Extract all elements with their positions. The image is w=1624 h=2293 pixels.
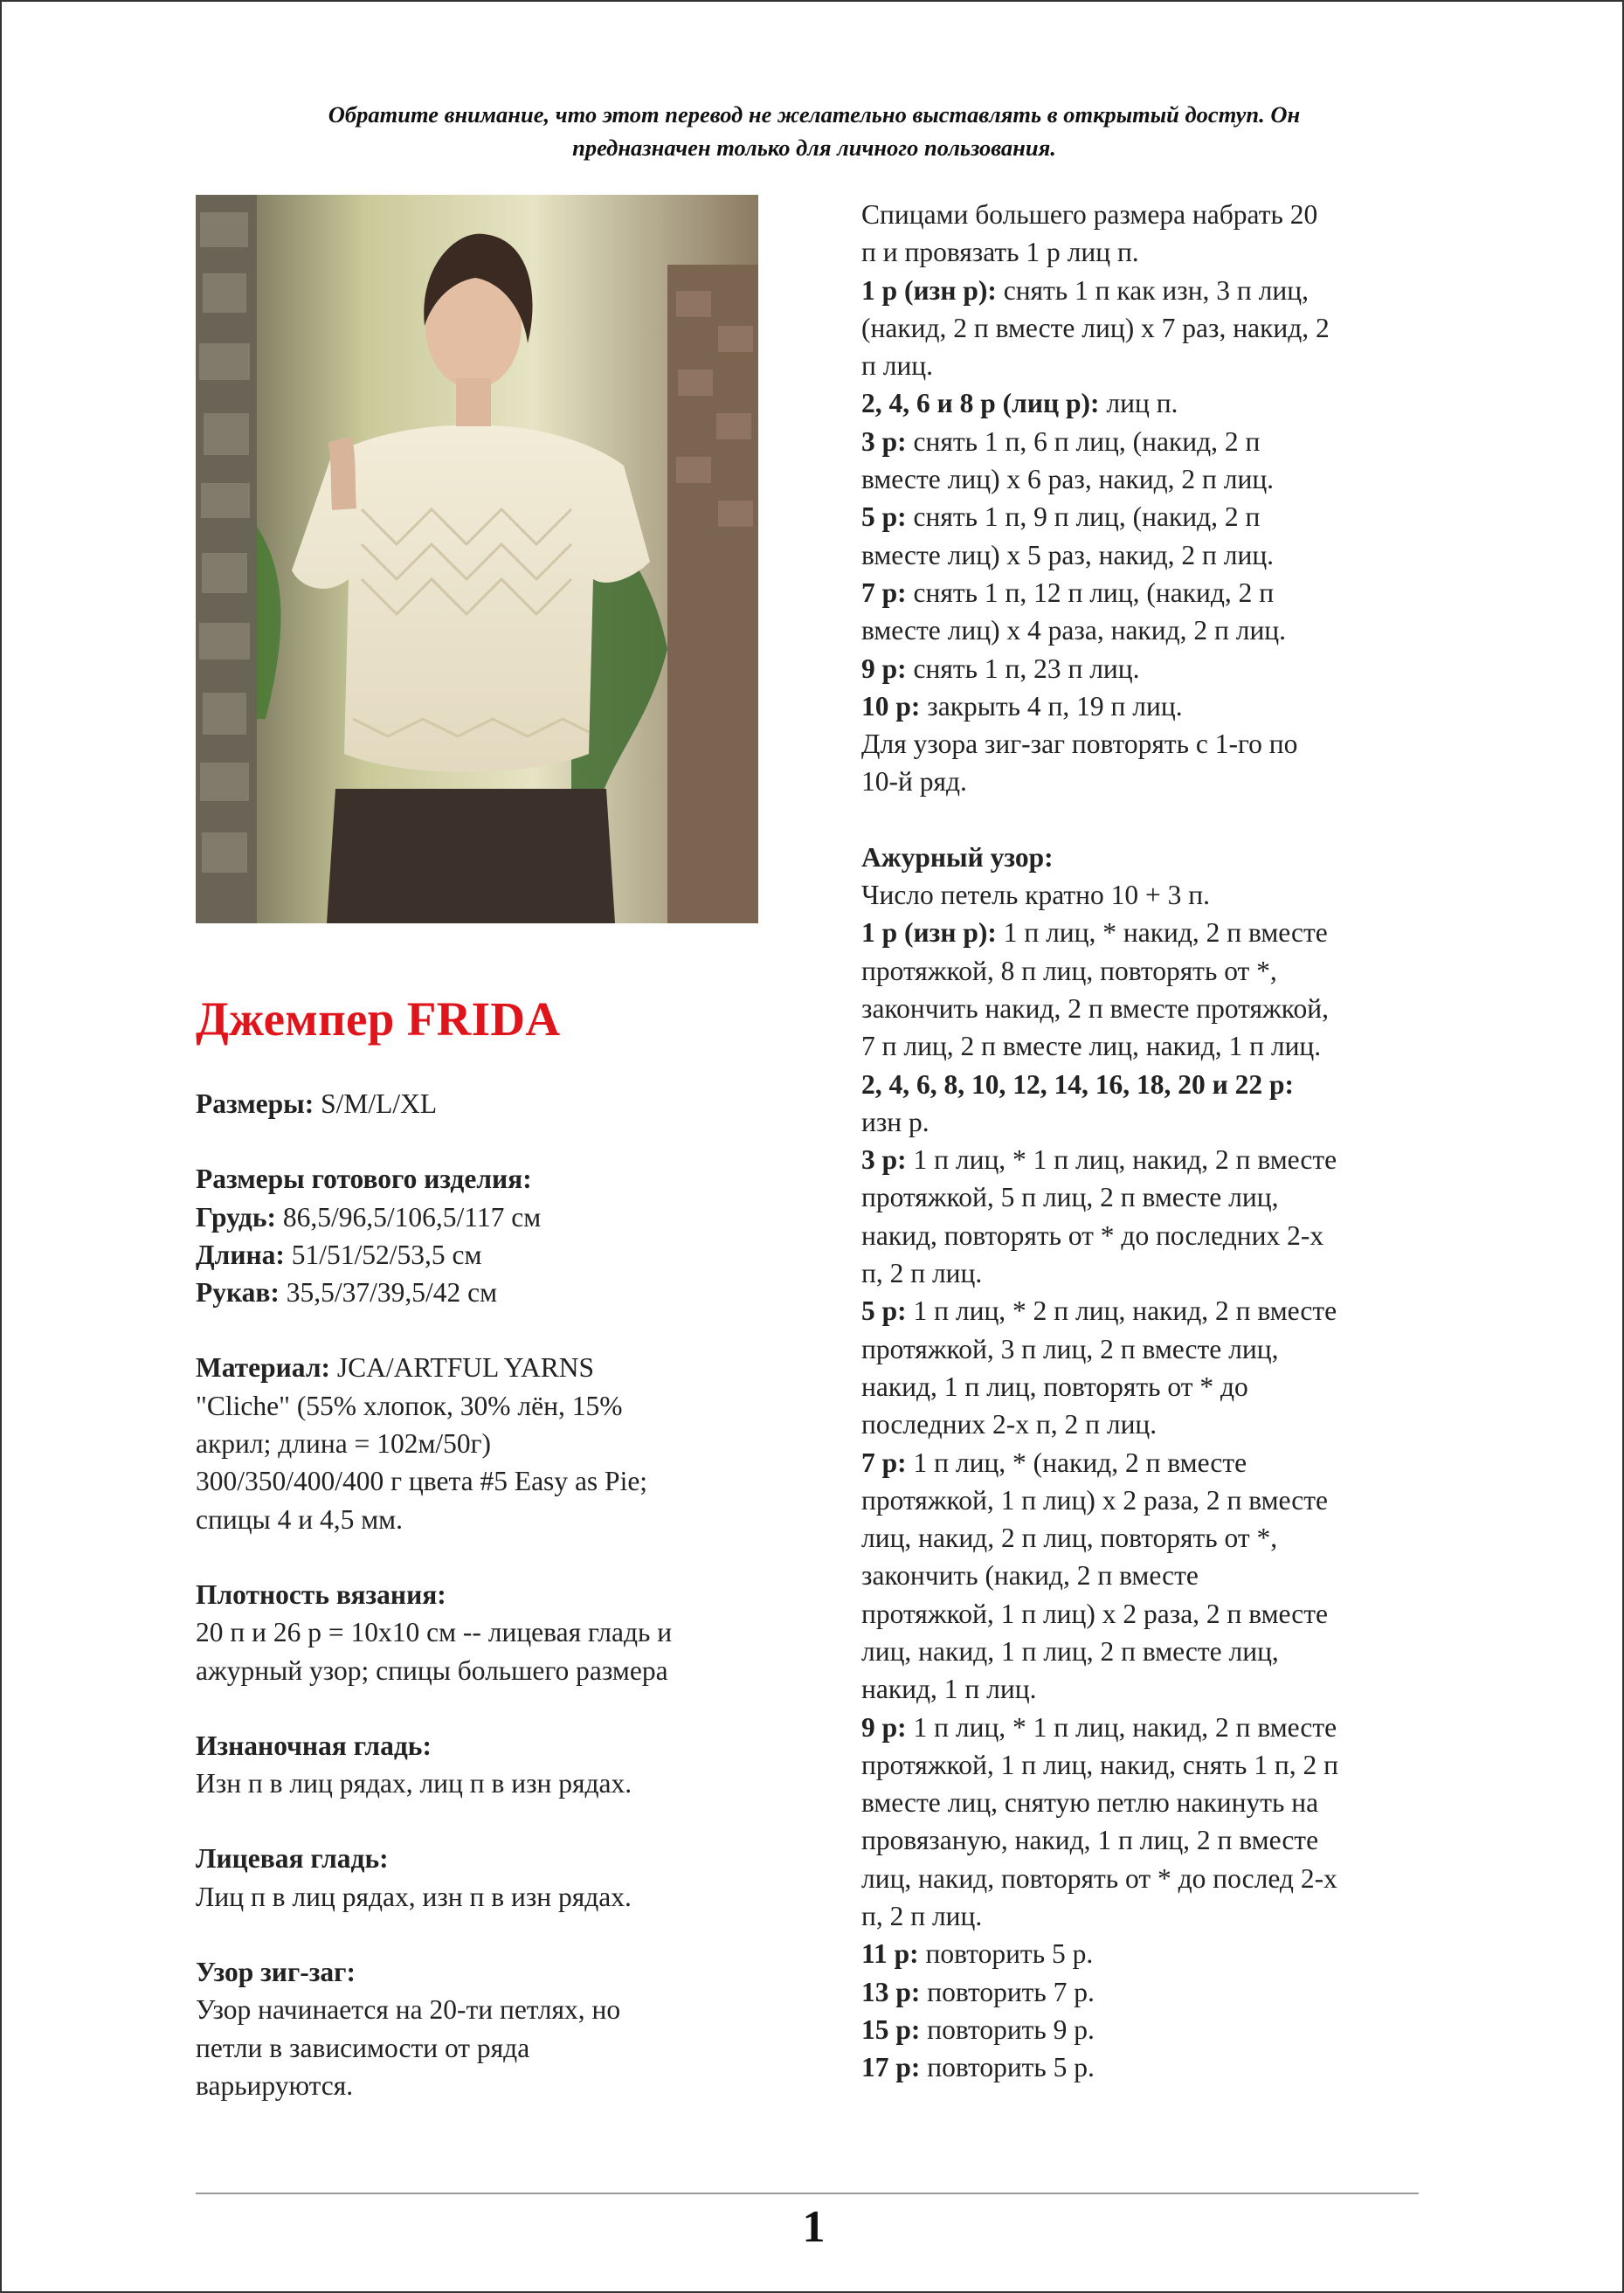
row-text: 1 п лиц, * 1 п лиц, накид, 2 п вместе	[906, 1144, 1337, 1176]
row-label: 1 р (изн р):	[861, 917, 997, 949]
row-text: 1 п лиц, * (накид, 2 п вместе	[906, 1447, 1247, 1478]
row-label: 13 р:	[861, 1976, 921, 2007]
stockinette-heading: Лицевая гладь:	[196, 1843, 389, 1875]
material-row	[196, 1349, 772, 1386]
row-text: повторить 5 р.	[920, 2052, 1095, 2083]
sizes-value: S/M/L/XL	[314, 1088, 438, 1119]
lace-row-3-cont: п, 2 п лиц.	[861, 1258, 983, 1289]
repeat-line-1: Для узора зиг-заг повторять с 1-го по	[861, 729, 1298, 760]
lace-row-17	[861, 2048, 1438, 2086]
row-label: 7 р:	[861, 1447, 907, 1478]
lace-intro: Число петель кратно 10 + 3 п.	[861, 880, 1211, 911]
zigzag-row-7	[861, 574, 1438, 611]
lace-row-9-cont: лиц, накид, повторять от * до послед 2-х	[861, 1862, 1337, 1894]
sizes-label: Размеры:	[196, 1088, 314, 1119]
chest-value: 86,5/96,5/106,5/117 см	[276, 1201, 542, 1233]
notice-line-1: Обратите внимание, что этот перевод не желательно выставлять в открытый доступ. Он	[328, 101, 1301, 128]
lace-row-3-cont: протяжкой, 5 п лиц, 2 п вместе лиц,	[861, 1182, 1279, 1213]
gauge-line-2: ажурный узор; спицы большего размера	[196, 1654, 668, 1686]
row-text: повторить 7 р.	[920, 1976, 1095, 2007]
zigzag-row-10	[861, 687, 1438, 725]
row-label: 7 р:	[861, 577, 907, 608]
stockinette-text: Лиц п в лиц рядах, изн п в изн рядах.	[196, 1881, 632, 1912]
length-value: 51/51/52/53,5 см	[284, 1239, 482, 1270]
intro-line-2: п и провязать 1 р лиц п.	[861, 237, 1139, 268]
zigzag-row-5	[861, 498, 1438, 535]
row-label: 9 р:	[861, 1711, 907, 1743]
lace-row-1	[861, 914, 1438, 951]
page-number: 1	[802, 2202, 826, 2252]
lace-row-9	[861, 1709, 1438, 1746]
lace-row-11	[861, 1935, 1438, 1972]
row-label: 3 р:	[861, 425, 907, 457]
lace-row-9-cont: п, 2 п лиц.	[861, 1901, 983, 1932]
row-text: снять 1 п, 9 п лиц, (накид, 2 п	[906, 501, 1261, 533]
notice-line-2: предназначен только для личного пользования.	[572, 135, 1056, 161]
row-label: 17 р:	[861, 2052, 921, 2083]
lace-row-7-cont: закончить (накид, 2 п вместе	[861, 1560, 1199, 1592]
zigzag-heading: Узор зиг-заг:	[196, 1957, 356, 1988]
zigzag-row-1-cont: (накид, 2 п вместе лиц) х 7 раз, накид, 2	[861, 312, 1330, 343]
gauge-heading: Плотность вязания:	[196, 1578, 446, 1610]
left-column	[196, 980, 772, 2104]
zigzag-row-3-cont: вместе лиц) х 6 раз, накид, 2 п лиц.	[861, 464, 1275, 495]
lace-row-even-label: 2, 4, 6, 8, 10, 12, 14, 16, 18, 20 и 22 р:	[861, 1068, 1295, 1100]
zigzag-row-1-cont: п лиц.	[861, 350, 934, 382]
material-line-2: "Cliche" (55% хлопок, 30% лён, 15%	[196, 1390, 623, 1421]
material-line-1: JCA/ARTFUL YARNS	[329, 1352, 595, 1384]
lace-row-9-cont: протяжкой, 1 п лиц, накид, снять 1 п, 2 п	[861, 1749, 1338, 1780]
material-line-4: 300/350/400/400 г цвета #5 Easy as Pie;	[196, 1466, 648, 1497]
row-label: 2, 4, 6 и 8 р (лиц р):	[861, 388, 1100, 419]
material-label: Материал:	[196, 1352, 330, 1384]
lace-row-9-cont: вместе лиц, снятую петлю накинуть на	[861, 1787, 1319, 1819]
lace-row-3	[861, 1141, 1438, 1178]
lace-row-5-cont: протяжкой, 3 п лиц, 2 п вместе лиц,	[861, 1333, 1279, 1364]
row-text: закрыть 4 п, 19 п лиц.	[920, 690, 1183, 722]
row-label: 5 р:	[861, 501, 907, 533]
privacy-notice	[176, 98, 1452, 164]
model-photo-illustration	[196, 195, 758, 923]
lace-row-7	[861, 1444, 1438, 1481]
zigzag-line-1: Узор начинается на 20-ти петлях, но	[196, 1994, 621, 2026]
reverse-stockinette-text: Изн п в лиц рядах, лиц п в изн рядах.	[196, 1768, 632, 1799]
footer-divider	[196, 2193, 1419, 2194]
sleeve-value: 35,5/37/39,5/42 см	[279, 1277, 498, 1309]
row-text: 1 п лиц, * 1 п лиц, накид, 2 п вместе	[906, 1711, 1337, 1743]
lace-row-7-cont: лиц, накид, 2 п лиц, повторять от *,	[861, 1523, 1278, 1554]
row-text: повторить 5 р.	[918, 1938, 1094, 1970]
lace-row-7-cont: накид, 1 п лиц.	[861, 1674, 1037, 1705]
row-label: 9 р:	[861, 653, 907, 684]
finished-heading: Размеры готового изделия:	[196, 1164, 532, 1195]
row-label: 3 р:	[861, 1144, 907, 1176]
lace-row-7-cont: протяжкой, 1 п лиц) х 2 раза, 2 п вместе	[861, 1484, 1329, 1516]
lace-row-1-cont: закончить накид, 2 п вместе протяжкой,	[861, 992, 1329, 1024]
intro-line-1: Спицами большего размера набрать 20	[861, 199, 1318, 230]
lace-row-3-cont: накид, повторять от * до последних 2-х	[861, 1219, 1324, 1251]
lace-row-7-cont: протяжкой, 1 п лиц) х 2 раза, 2 п вместе	[861, 1598, 1329, 1629]
gauge-line-1: 20 п и 26 р = 10х10 см -- лицевая гладь и	[196, 1617, 673, 1648]
material-line-3: акрил; длина = 102м/50г)	[196, 1428, 492, 1460]
lace-row-13	[861, 1973, 1438, 2011]
zigzag-row-3	[861, 423, 1438, 460]
row-text: лиц п.	[1099, 388, 1178, 419]
lace-row-1-cont: 7 п лиц, 2 п вместе лиц, накид, 1 п лиц.	[861, 1031, 1322, 1062]
row-label: 11 р:	[861, 1938, 919, 1970]
zigzag-row-9	[861, 650, 1438, 687]
lace-row-7-cont: лиц, накид, 1 п лиц, 2 п вместе лиц,	[861, 1635, 1279, 1667]
material-line-5: спицы 4 и 4,5 мм.	[196, 1503, 403, 1535]
row-text: снять 1 п, 23 п лиц.	[906, 653, 1140, 684]
pattern-title: Джемпер FRIDA	[196, 992, 561, 1046]
length-row	[196, 1236, 772, 1274]
row-label: 15 р:	[861, 2013, 921, 2045]
reverse-stockinette-heading: Изнаночная гладь:	[196, 1730, 432, 1761]
sizes-row	[196, 1085, 772, 1122]
lace-row-5-cont: накид, 1 п лиц, повторять от * до	[861, 1371, 1248, 1402]
zigzag-row-1	[861, 272, 1438, 309]
row-text: снять 1 п, 6 п лиц, (накид, 2 п	[906, 425, 1261, 457]
row-text: 1 п лиц, * накид, 2 п вместе	[996, 917, 1328, 949]
lace-row-9-cont: провязаную, накид, 1 п лиц, 2 п вместе	[861, 1825, 1319, 1856]
row-label: 5 р:	[861, 1295, 907, 1327]
right-column	[861, 196, 1438, 2087]
repeat-line-2: 10-й ряд.	[861, 766, 967, 798]
chest-label: Грудь:	[196, 1201, 277, 1233]
sleeve-row	[196, 1274, 772, 1311]
lace-row-15	[861, 2011, 1438, 2048]
length-label: Длина:	[196, 1239, 285, 1270]
model-photo	[196, 195, 758, 923]
zigzag-row-5-cont: вместе лиц) х 5 раз, накид, 2 п лиц.	[861, 539, 1275, 570]
row-label: 10 р:	[861, 690, 921, 722]
row-text: снять 1 п, 12 п лиц, (накид, 2 п	[906, 577, 1275, 608]
lace-row-5-cont: последних 2-х п, 2 п лиц.	[861, 1409, 1158, 1440]
zigzag-line-3: варьируются.	[196, 2069, 354, 2101]
lace-row-even-text: изн р.	[861, 1106, 929, 1137]
lace-row-1-cont: протяжкой, 8 п лиц, повторять от *,	[861, 955, 1277, 986]
lace-row-5	[861, 1292, 1438, 1330]
sleeve-label: Рукав:	[196, 1277, 280, 1309]
chest-row	[196, 1198, 772, 1236]
zigzag-row-2	[861, 384, 1438, 422]
zigzag-row-7-cont: вместе лиц) х 4 раза, накид, 2 п лиц.	[861, 615, 1287, 646]
row-text: 1 п лиц, * 2 п лиц, накид, 2 п вместе	[906, 1295, 1337, 1327]
row-text: снять 1 п как изн, 3 п лиц,	[996, 274, 1309, 306]
lace-heading: Ажурный узор:	[861, 841, 1054, 873]
row-label: 1 р (изн р):	[861, 274, 997, 306]
row-text: повторить 9 р.	[920, 2013, 1095, 2045]
zigzag-line-2: петли в зависимости от ряда	[196, 2032, 530, 2063]
